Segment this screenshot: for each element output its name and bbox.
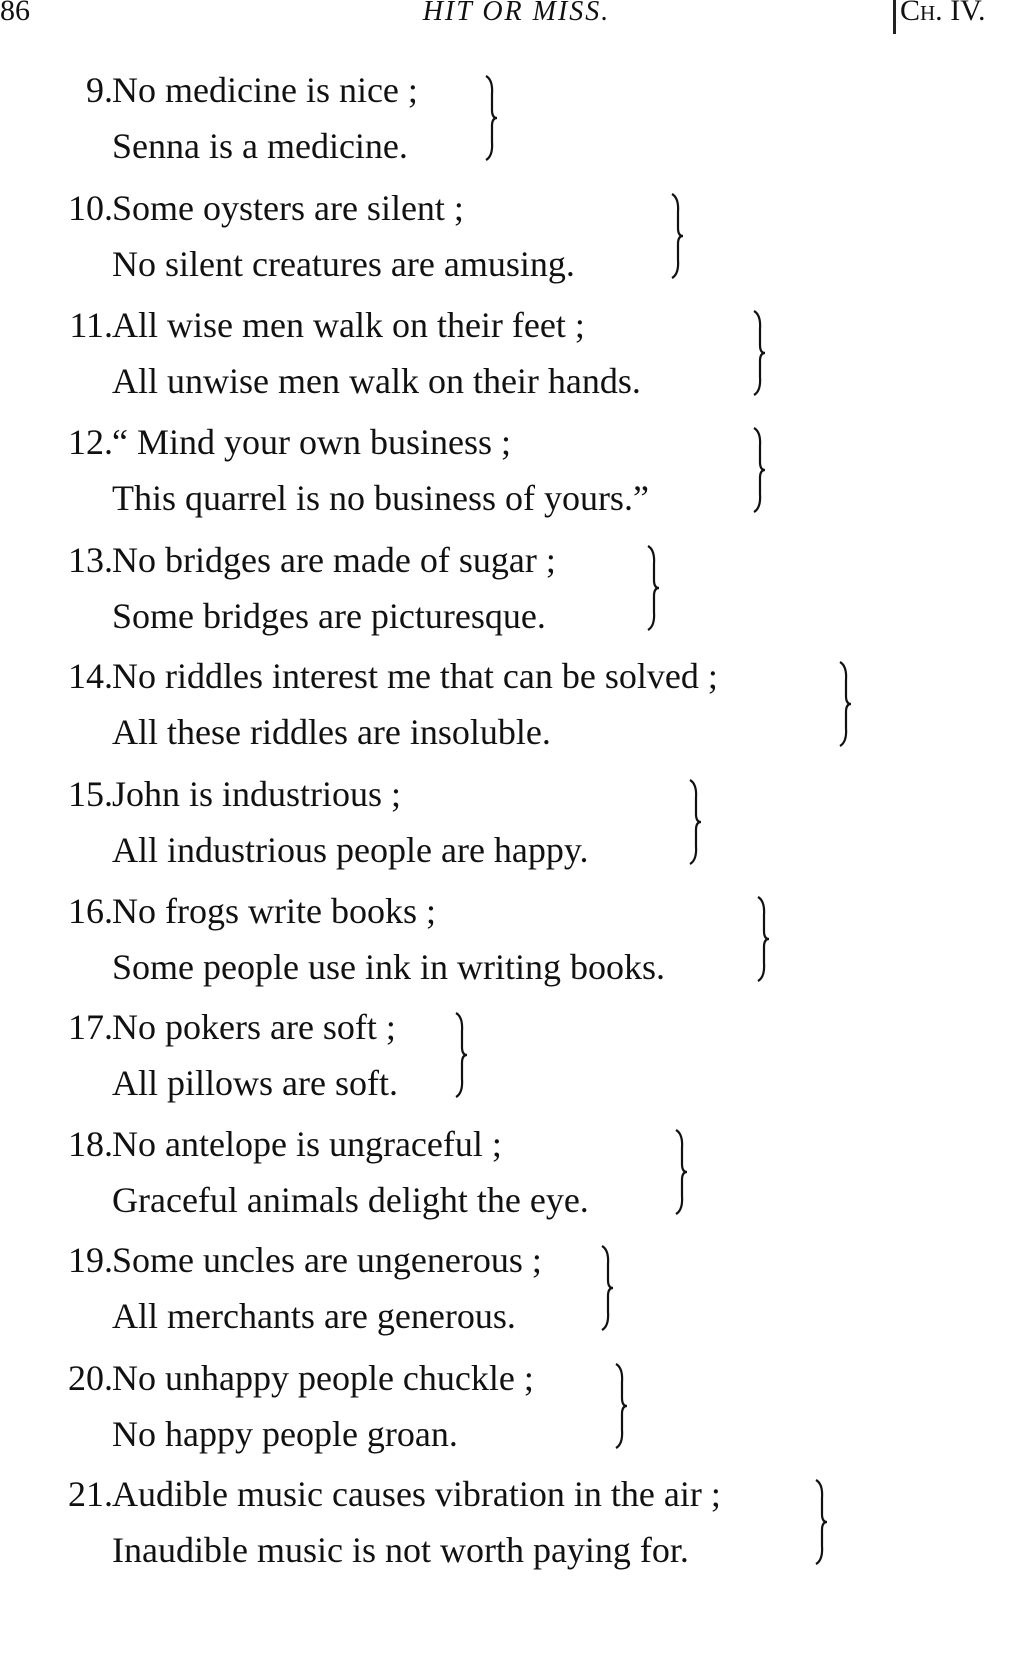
exercise-number: 10. <box>68 188 113 228</box>
premise-line-2: All merchants are generous. <box>112 1296 516 1336</box>
exercise-number: 18. <box>68 1124 113 1164</box>
premise-line-1: Some oysters are silent ; <box>112 188 464 228</box>
brace-icon <box>674 1126 688 1218</box>
exercise-number: 12. <box>68 422 113 462</box>
premise-line-1: No antelope is ungraceful ; <box>112 1124 502 1164</box>
premise-line-1: No medicine is nice ; <box>112 70 418 110</box>
brace-icon <box>838 658 852 750</box>
brace-icon <box>756 893 770 985</box>
premise-line-2: All these riddles are insoluble. <box>112 712 551 752</box>
premise-line-1: John is industrious ; <box>112 774 402 814</box>
exercise-number: 17. <box>68 1007 113 1047</box>
page-number: 86 <box>0 0 30 27</box>
premise-line-2: Some people use ink in writing books. <box>112 947 665 987</box>
premise-line-2: Some bridges are picturesque. <box>112 596 546 636</box>
brace-icon <box>752 424 766 516</box>
exercise-number: 21. <box>68 1474 113 1514</box>
premise-line-1: No bridges are made of sugar ; <box>112 540 556 580</box>
premise-line-1: Audible music causes vibration in the air ; <box>112 1474 721 1514</box>
exercise-number: 19. <box>68 1240 113 1280</box>
chapter-prefix: Ch. <box>900 0 943 27</box>
premise-line-2: Inaudible music is not worth paying for. <box>112 1530 689 1570</box>
premise-line-2: All unwise men walk on their hands. <box>112 361 641 401</box>
premise-line-1: No riddles interest me that can be solved ; <box>112 656 718 696</box>
chapter-label <box>893 0 985 34</box>
exercise-number: 13. <box>68 540 113 580</box>
brace-icon <box>614 1360 628 1452</box>
premise-line-1: “ Mind your own business ; <box>112 422 511 462</box>
premise-line-1: All wise men walk on their feet ; <box>112 305 585 345</box>
premise-line-1: Some uncles are ungenerous ; <box>112 1240 542 1280</box>
brace-icon <box>600 1242 614 1334</box>
brace-icon <box>814 1476 828 1568</box>
exercise-number: 9. <box>86 70 113 110</box>
premise-line-1: No frogs write books ; <box>112 891 436 931</box>
page-header <box>0 0 1033 44</box>
exercise-number: 16. <box>68 891 113 931</box>
exercise-number: 15. <box>68 774 113 814</box>
premise-line-2: All pillows are soft. <box>112 1063 398 1103</box>
premise-line-1: No pokers are soft ; <box>112 1007 396 1047</box>
brace-icon <box>688 776 702 868</box>
brace-icon <box>454 1009 468 1101</box>
chapter-roman: IV. <box>950 0 986 27</box>
premise-line-2: This quarrel is no business of yours.” <box>112 478 649 518</box>
brace-icon <box>484 72 498 164</box>
running-title: HIT OR MISS. <box>422 0 611 27</box>
premise-line-2: No silent creatures are amusing. <box>112 244 575 284</box>
brace-icon <box>646 542 660 634</box>
exercise-number: 20. <box>68 1358 113 1398</box>
brace-icon <box>752 307 766 399</box>
premise-line-2: All industrious people are happy. <box>112 830 589 870</box>
premise-line-1: No unhappy people chuckle ; <box>112 1358 534 1398</box>
exercise-number: 11. <box>69 305 113 345</box>
premise-line-2: Graceful animals delight the eye. <box>112 1180 589 1220</box>
brace-icon <box>670 190 684 282</box>
premise-line-2: No happy people groan. <box>112 1414 458 1454</box>
header-divider-bar <box>893 0 896 34</box>
premise-line-2: Senna is a medicine. <box>112 126 408 166</box>
exercise-number: 14. <box>68 656 113 696</box>
